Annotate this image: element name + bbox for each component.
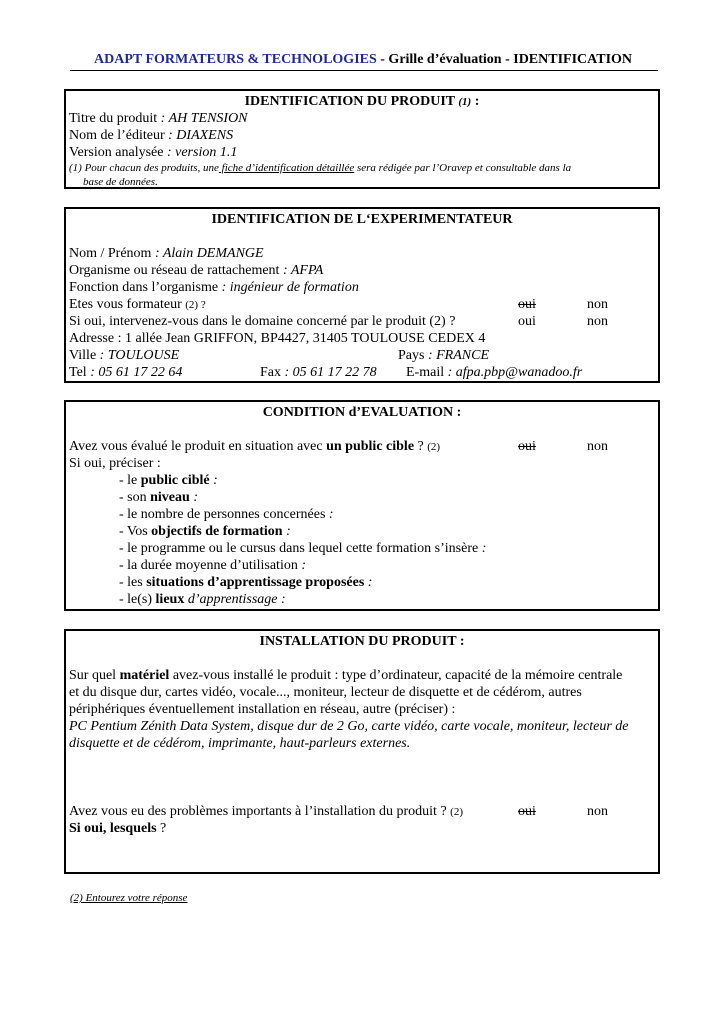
- product-installation-box: [64, 629, 660, 874]
- hardware-question-line-1: Sur quel matériel avez-vous installé le produit : type d’ordinateur, capacité de la mémoire centrale: [69, 668, 623, 683]
- evaluation-condition-box: [64, 400, 660, 611]
- country-value: : FRANCE: [427, 348, 489, 363]
- condition-item: - son niveau :: [119, 490, 198, 505]
- function-value: : ingénieur de formation: [221, 280, 359, 295]
- city-line: Ville : TOULOUSE: [69, 348, 180, 363]
- specify-label: Si oui, préciser :: [69, 456, 161, 471]
- header-brand: ADAPT FORMATEURS & TECHNOLOGIES: [94, 52, 377, 67]
- installation-problem-question: Avez vous eu des problèmes importants à l’installation du produit ? (2): [69, 804, 463, 819]
- condition-item: - les situations d’apprentissage proposées :: [119, 575, 373, 590]
- publisher-line: Nom de l’éditeur : DIAXENS: [69, 128, 234, 143]
- email-value: : afpa.pbp@wanadoo.fr: [447, 365, 583, 380]
- condition-item: - le public ciblé :: [119, 473, 218, 488]
- hardware-answer-line-1: PC Pentium Zénith Data System, disque dur de 2 Go, carte vidéo, carte vocale, moniteur, lecteur de: [69, 719, 629, 734]
- product-title-line: Titre du produit : AH TENSION: [69, 111, 248, 126]
- fax-line: Fax : 05 61 17 22 78: [260, 365, 377, 380]
- address-line: Adresse : 1 allée Jean GRIFFON, BP4427, 31405 TOULOUSE CEDEX 4: [69, 331, 486, 346]
- experimenter-box-title: IDENTIFICATION DE L‘EXPERIMENTATEUR: [211, 212, 513, 227]
- organization-value: : AFPA: [282, 263, 324, 278]
- country-line: Pays : FRANCE: [398, 348, 489, 363]
- installation-problem-answer-non[interactable]: non: [587, 804, 608, 819]
- email-line: E-mail : afpa.pbp@wanadoo.fr: [406, 365, 583, 380]
- organization-line: Organisme ou réseau de rattachement : AFPA: [69, 263, 324, 278]
- experimenter-identification-box: [64, 207, 660, 383]
- condition-item: - Vos objectifs de formation :: [119, 524, 291, 539]
- detail-sheet-link: fiche d’identification détaillée: [218, 162, 355, 174]
- page-header: [70, 50, 658, 71]
- condition-item: - le nombre de personnes concernées :: [119, 507, 334, 522]
- city-value: : TOULOUSE: [99, 348, 180, 363]
- installation-box-title: INSTALLATION DU PRODUIT :: [259, 634, 465, 649]
- publisher-value: : DIAXENS: [168, 128, 234, 143]
- function-line: Fonction dans l’organisme : ingénieur de formation: [69, 280, 359, 295]
- condition-item: - le programme ou le cursus dans lequel cette formation s’insère :: [119, 541, 487, 556]
- domain-question: Si oui, intervenez-vous dans le domaine concerné par le produit (2) ?: [69, 314, 456, 329]
- phone-line: Tel : 05 61 17 22 64: [69, 365, 183, 380]
- phone-value: : 05 61 17 22 64: [90, 365, 183, 380]
- domain-answer-oui[interactable]: oui: [518, 314, 536, 329]
- trainer-question: Etes vous formateur (2) ?: [69, 297, 206, 312]
- product-title-value: : AH TENSION: [160, 111, 248, 126]
- which-problems-label: Si oui, lesquels ?: [69, 821, 167, 836]
- name-value: : Alain DEMANGE: [154, 246, 264, 261]
- product-identification-box: [64, 89, 660, 189]
- target-public-answer-non[interactable]: non: [587, 439, 608, 454]
- product-box-title: IDENTIFICATION DU PRODUIT (1) :: [244, 94, 480, 109]
- target-public-answer-oui[interactable]: oui: [518, 439, 536, 454]
- header-subtitle: - Grille d’évaluation - IDENTIFICATION: [376, 52, 633, 67]
- target-public-question: Avez vous évalué le produit en situation avec un public cible ? (2): [69, 439, 441, 454]
- name-line: Nom / Prénom : Alain DEMANGE: [69, 246, 264, 261]
- hardware-question-line-2: et du disque dur, cartes vidéo, vocale..., moniteur, lecteur de disquette et de cédérom, autres: [69, 685, 582, 700]
- condition-box-title: CONDITION d’EVALUATION :: [262, 405, 462, 420]
- hardware-question-line-3: périphériques éventuellement installation en réseau, autre (préciser) :: [69, 702, 456, 717]
- version-line: Version analysée : version 1.1: [69, 145, 238, 160]
- circle-answer-footnote: (2) Entourez votre réponse: [70, 892, 188, 904]
- trainer-answer-non[interactable]: non: [587, 297, 608, 312]
- hardware-answer-line-2: disquette et de cédérom, imprimante, haut-parleurs externes.: [69, 736, 411, 751]
- condition-item: - la durée moyenne d’utilisation :: [119, 558, 307, 573]
- condition-item: - le(s) lieux d’apprentissage :: [119, 592, 286, 607]
- domain-answer-non[interactable]: non: [587, 314, 608, 329]
- installation-problem-answer-oui[interactable]: oui: [518, 804, 536, 819]
- product-note: (1) Pour chacun des produits, une fiche d’identification détaillée sera rédigée par l’Oravep et consultable dans la base de données.: [69, 162, 572, 188]
- fax-value: : 05 61 17 22 78: [284, 365, 377, 380]
- trainer-answer-oui[interactable]: oui: [518, 297, 536, 312]
- version-value: : version 1.1: [166, 145, 238, 160]
